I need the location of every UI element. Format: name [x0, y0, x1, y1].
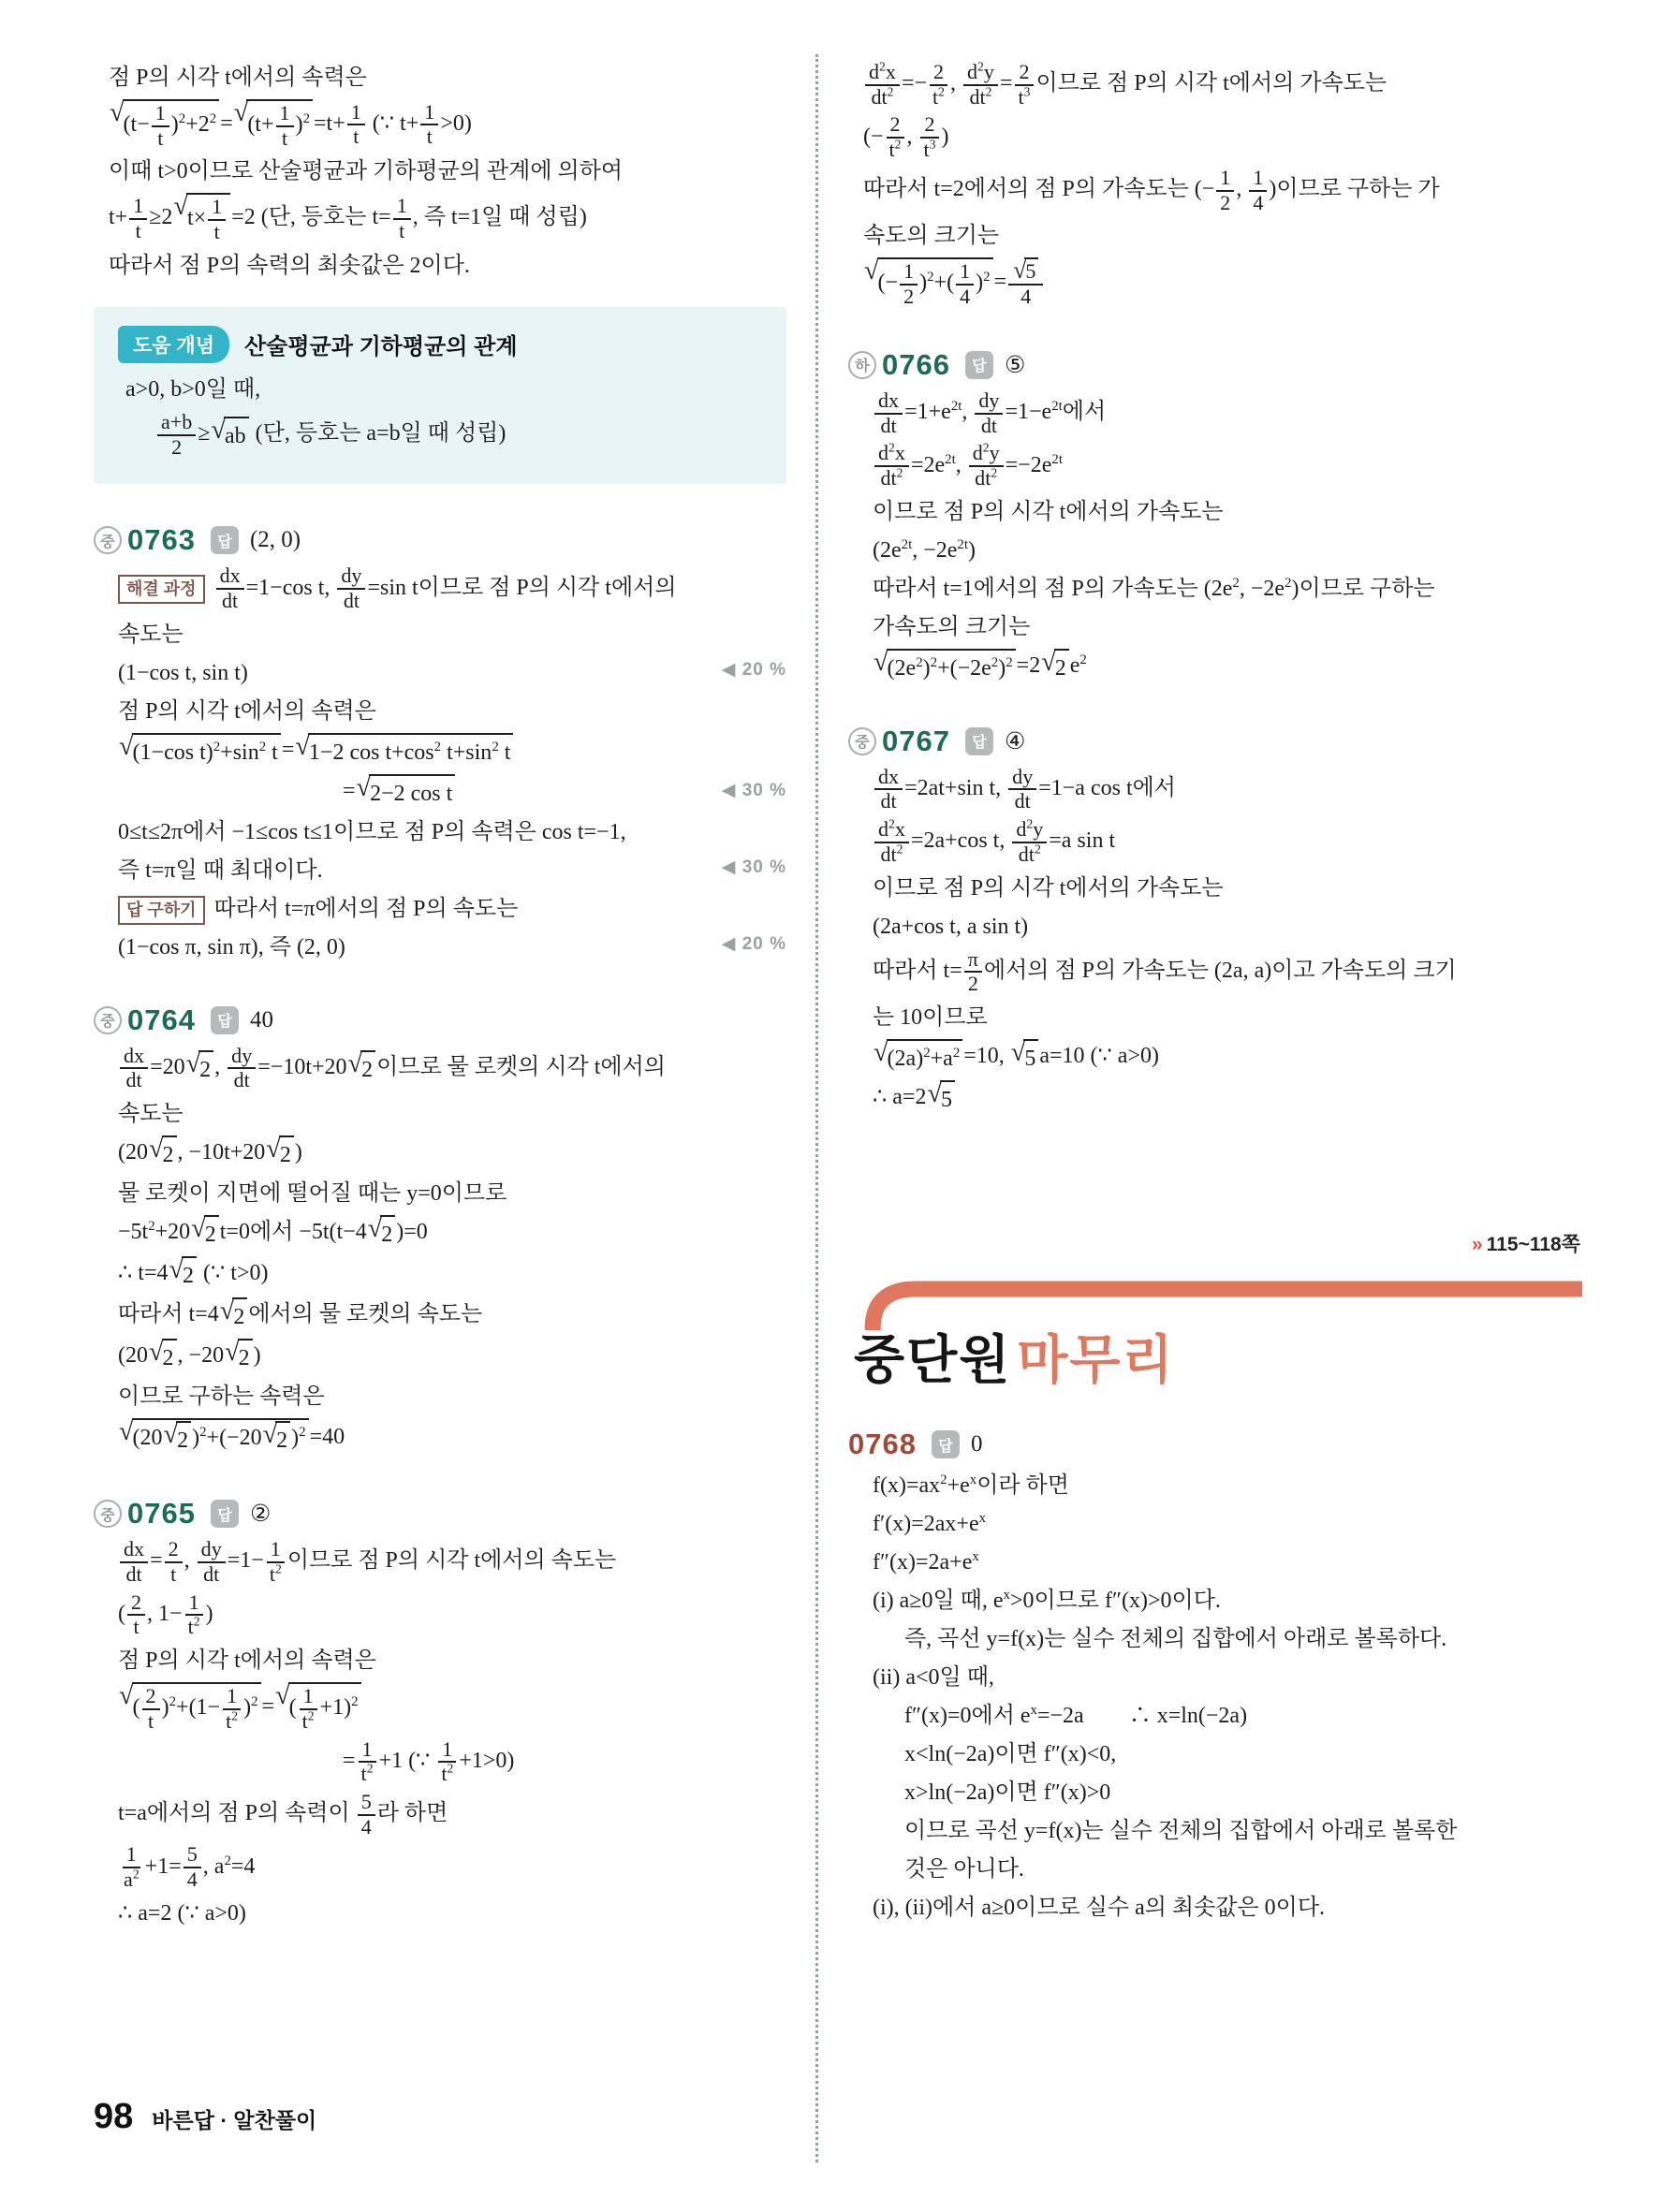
math-text: 따라서 t=1에서의 점 P의 가속도는 ($2e^2$, $-2e^2$)이므로 구하는	[873, 575, 1435, 601]
solution-line	[118, 1791, 786, 1838]
solution-line	[118, 411, 762, 459]
solution-line	[118, 695, 786, 728]
math-text: $f(x)=ax^2+e^x$이라 하면	[873, 1472, 1069, 1499]
score-marker: ◀ 30 %	[721, 857, 786, 878]
problem-number: 0767	[882, 724, 950, 757]
math-text: 이므로 곡선 y=f(x)는 실수 전체의 집합에서 아래로 볼록한	[904, 1819, 1458, 1844]
answer-value: ⑤	[1004, 352, 1026, 378]
math-text: (20 √ 2 , −10t+20 √ 2 )	[118, 1140, 302, 1165]
math-text: 이므로 점 P의 시각 t에서의 가속도는	[873, 875, 1224, 901]
math-text: (ii) a<0일 때,	[873, 1665, 994, 1691]
problem-0766	[848, 348, 1582, 685]
math-text: 따라서 t=2에서의 점 P의 가속도는 (− $\frac{1}{2}$ , $\frac{1}{4}$ )이므로 구하는 가	[863, 165, 1440, 214]
math-text: 것은 아니다.	[904, 1857, 1024, 1882]
math-text: $\frac{dx}{dt}$ =1−cos t, $\frac{dy}{dt}$ =sin t이므로 점 P의 시각 t에서의	[214, 576, 677, 600]
math-text: f″(x)=0에서 $e^x=-2a$ ∴ x=ln(−2a)	[904, 1703, 1248, 1729]
problem-0765	[94, 1497, 786, 1930]
math-text: 점 P의 시각 t에서의 속력은	[109, 66, 367, 90]
concept-box-header	[118, 326, 762, 363]
math-text: (− $\frac{2}{t^2}$ , $\frac{2}{t^3}$ )	[863, 112, 949, 162]
math-text: = √ 2−2 cos t	[343, 779, 456, 803]
math-text: √ $(2a)^2+a^2$ =10, √ 5 a=10 (∵ a>0)	[873, 1044, 1159, 1068]
math-text: √ $(2e^2)^2+(-2e^2)^2$ =2 √ 2 $e^2$	[873, 653, 1087, 678]
solution-line	[118, 1135, 786, 1172]
page-reference-text: 115~118쪽	[1486, 1234, 1580, 1256]
math-text: 따라서 t=4 √ 2 에서의 물 로켓의 속도는	[118, 1302, 482, 1326]
solution-line	[109, 249, 786, 283]
problem-header	[848, 1428, 1582, 1461]
math-text: (i) a≥0일 때, $e^x>0$이므로 f″(x)>0이다.	[873, 1588, 1221, 1614]
problem-header	[848, 348, 1582, 382]
solution-line	[873, 1001, 1582, 1034]
solution-line	[118, 1843, 786, 1891]
math-text: ∴ a=2 √ 5	[873, 1085, 956, 1109]
math-text: (1−cos t, sin t)	[118, 660, 248, 685]
math-text: 이므로 점 P의 시각 t에서의 가속도는	[873, 499, 1224, 524]
math-text: 속도는	[118, 1102, 184, 1127]
math-text: $\frac{d^2x}{dt^2}$ =− $\frac{2}{t^2}$ , $\frac{d^2y}{dt^2}$ = $\frac{2}{t^3}$ 이므로 점 P의 시각 t에서의 가속도는	[863, 71, 1387, 95]
solution-line	[118, 618, 786, 652]
math-text: 이때 t>0이므로 산술평균과 기하평균의 관계에 의하여	[109, 159, 624, 184]
math-text: ∴ a=2 (∵ a>0)	[118, 1900, 246, 1926]
answer-value: 40	[249, 1006, 273, 1033]
solution-line	[873, 1776, 1582, 1809]
solution-line	[118, 1644, 786, 1677]
problem-number: 0764	[127, 1003, 196, 1036]
problem-number: 0768	[848, 1428, 917, 1461]
column-divider	[815, 54, 818, 2162]
math-text: √ (1−cos $t)^2+\sin^2$ t = √ 1−2 $\cos t+\cos^2$ $t+\sin^2$ t	[118, 738, 514, 762]
math-text: (1−cos π, sin π), 즉 (2, 0)	[118, 934, 345, 960]
solution-line	[863, 113, 1582, 161]
math-text: ($2e^{2t}$, $-2e^{2t}$)	[873, 536, 976, 563]
answer-badge: 답	[965, 727, 993, 755]
score-marker: ◀ 20 %	[721, 660, 786, 681]
solution-lines	[848, 766, 1582, 1117]
solution-line	[863, 167, 1582, 214]
left-column	[94, 0, 786, 1935]
difficulty-badge: 중	[94, 526, 122, 554]
math-text: t+ $\frac{1}{t}$ ≥2 √ t× $\frac{1}{t}$ =2 (단, 등호는 t= $\frac{1}{t}$ , 즉 t=1일 때 성립)	[109, 192, 587, 244]
solution-line	[873, 1584, 1582, 1618]
math-text: (2a+cos t, a sin t)	[873, 914, 1029, 939]
problem-0768	[848, 1428, 1582, 1925]
solution-line	[863, 61, 1582, 109]
solution-line	[873, 389, 1582, 437]
page-footer	[94, 2097, 316, 2137]
answer-value: ②	[249, 1502, 272, 1528]
math-text: √ ( $\frac{2}{t}$ )$^2$+(1− $\frac{1}{t^2}$ )$^2$ = √ ( $\frac{1}{t^2}$ +1)$^2$	[118, 1694, 362, 1719]
section-title-black: 중단원	[854, 1330, 1012, 1390]
problem-0767	[848, 725, 1582, 1117]
solution-line	[118, 564, 786, 612]
solution-line	[873, 1699, 1582, 1733]
solution-line	[118, 1256, 786, 1293]
math-text: 따라서 t=π에서의 점 P의 속도는	[213, 896, 519, 921]
solution-line	[873, 766, 1582, 813]
math-text: 0≤t≤2π에서 −1≤cos t≤1이므로 점 P의 속력은 cos t=−1,	[118, 819, 626, 844]
answer-value: 0	[970, 1431, 983, 1458]
solution-line	[873, 1853, 1582, 1886]
math-text: $\frac{1}{a^2}$ +1= $\frac{5}{4}$ , $a^2=4$	[124, 1842, 256, 1892]
problem-0764	[94, 1003, 786, 1458]
math-text: = $\frac{1}{t^2}$ +1 (∵ $\frac{1}{t^2}$ +1>0)	[343, 1736, 515, 1786]
problem-header	[848, 725, 1582, 758]
solution-line	[873, 1891, 1582, 1925]
math-text: 속도의 크기는	[863, 224, 1000, 249]
solution-line	[118, 854, 786, 887]
math-text: a>0, b>0일 때,	[125, 376, 261, 402]
math-text: $\frac{dx}{dt}$ $=1+e^{2t}$, $\frac{dy}{dt}$ $=1-e^{2t}$에서	[873, 400, 1106, 424]
solution-line	[873, 1469, 1582, 1502]
solution-line	[873, 495, 1582, 529]
math-text: (i), (ii)에서 a≥0이므로 실수 a의 최솟값은 0이다.	[873, 1896, 1326, 1921]
math-text: $\frac{d^2x}{dt^2}$ =2a+cos t, $\frac{d^2y}{dt^2}$ =a sin t	[873, 828, 1115, 853]
concept-badge: 도움 개념	[118, 326, 229, 363]
concept-title: 산술평균과 기하평균의 관계	[243, 334, 518, 360]
solution-line	[118, 1045, 786, 1092]
solution-line	[873, 948, 1582, 996]
solution-line	[873, 1039, 1582, 1076]
math-text: $\frac{dx}{dt}$ =20 √ 2 , $\frac{dy}{dt}$ =−10t+20 √ 2 이므로 물 로켓의 시각 t에서의	[118, 1055, 666, 1079]
solution-line	[118, 1097, 786, 1131]
section-title	[854, 1319, 1582, 1394]
solution-line	[873, 1080, 1582, 1117]
solution-line	[118, 1591, 786, 1639]
solution-line	[873, 649, 1582, 685]
math-text: 따라서 t= $\frac{\pi}{2}$ 에서의 점 P의 가속도는 (2a, a)이고 가속도의 크기	[873, 946, 1457, 996]
solution-line	[863, 219, 1582, 253]
concept-box	[94, 307, 786, 484]
solution-lines	[848, 1469, 1582, 1925]
score-marker: ◀ 20 %	[721, 934, 786, 955]
math-text: x<ln(−2a)이면 f″(x)<0,	[904, 1742, 1117, 1767]
solution-line	[873, 910, 1582, 944]
difficulty-badge: 중	[94, 1500, 122, 1528]
chevrons-icon: »	[1472, 1234, 1483, 1256]
math-text: √ (− $\frac{1}{2}$ )$^2$+( $\frac{1}{4}$ )$^2$ = √ 5 4	[863, 270, 1045, 294]
answer-badge: 답	[211, 526, 239, 554]
solution-line	[873, 1737, 1582, 1771]
solution-lines	[848, 389, 1582, 685]
math-text: ( $\frac{2}{t}$ , 1− $\frac{1}{t^2}$ )	[118, 1589, 213, 1639]
solution-line	[109, 193, 786, 243]
right-column	[848, 0, 1582, 1929]
math-text: 점 P의 시각 t에서의 속력은	[118, 698, 376, 724]
math-text: 물 로켓이 지면에 떨어질 때는 y=0이므로	[118, 1181, 507, 1207]
problem-number: 0766	[882, 347, 950, 381]
math-text: t=a에서의 점 P의 속력이 $\frac{5}{4}$ 라 하면	[118, 1789, 448, 1838]
math-text: $-5t^2+20$ √ 2 t=0에서 −5t(t−4 √ 2 )=0	[118, 1220, 428, 1244]
math-text: 즉, 곡선 y=f(x)는 실수 전체의 집합에서 아래로 볼록하다.	[904, 1627, 1447, 1652]
solution-line	[118, 373, 762, 406]
answer-badge: 답	[965, 351, 993, 379]
process-badge: 해결 과정	[118, 575, 205, 604]
solution-line	[118, 1297, 786, 1334]
math-text: 이므로 구하는 속력은	[118, 1384, 325, 1410]
math-text: $f''(x)=2a+e^x$	[873, 1549, 979, 1575]
math-text: (20 √ 2 , −20 √ 2 )	[118, 1343, 261, 1368]
solution-line	[873, 442, 1582, 490]
math-text: 점 P의 시각 t에서의 속력은	[118, 1648, 376, 1674]
solution-line	[118, 815, 786, 849]
solution-line	[118, 774, 786, 811]
math-text: $\frac{dx}{dt}$ =2at+sin t, $\frac{dy}{dt}$ =1−a cos t에서	[873, 776, 1176, 800]
section-title-accent: 마무리	[1017, 1330, 1175, 1390]
math-text: $\frac{dx}{dt}$ = $\frac{2}{t}$ , $\frac{dy}{dt}$ =1− $\frac{1}{t^2}$ 이므로 점 P의 시각 t에서의 속도는	[118, 1548, 616, 1573]
math-text: 속도는	[118, 622, 184, 647]
math-text: x>ln(−2a)이면 f″(x)>0	[904, 1780, 1111, 1806]
solution-line	[109, 99, 786, 150]
solution-line	[873, 1622, 1582, 1656]
solution-line	[118, 1738, 786, 1786]
difficulty-badge: 하	[848, 351, 876, 379]
solution-line	[873, 1814, 1582, 1848]
solution-lines	[94, 1045, 786, 1458]
page-reference	[848, 1229, 1582, 1257]
math-text: 따라서 점 P의 속력의 최솟값은 2이다.	[109, 253, 470, 278]
problem-header	[94, 1497, 786, 1531]
solution-line	[118, 1215, 786, 1252]
solution-line	[873, 1545, 1582, 1579]
difficulty-badge: 중	[848, 727, 876, 755]
problem-header	[94, 523, 786, 557]
math-text: $\frac{d^2x}{dt^2}$ $=2e^{2t}$, $\frac{d^2y}{dt^2}$ $=-2e^{2t}$	[873, 453, 1063, 477]
math-text: 는 10이므로	[873, 1005, 988, 1031]
answer-badge: 답	[932, 1430, 960, 1458]
solution-line	[873, 572, 1582, 606]
solution-line	[118, 1418, 786, 1458]
solution-line	[118, 1897, 786, 1930]
answer-badge: 답	[211, 1500, 239, 1528]
math-text: √ (20 √ 2 )$^2$+(−20 √ 2 )$^2$ =40	[118, 1425, 345, 1449]
solution-line	[118, 656, 786, 690]
solution-lines	[94, 1538, 786, 1930]
solution-line	[863, 257, 1582, 309]
math-text: $\frac{a+b}{2}$ ≥ √ ab (단, 등호는 a=b일 때 성립)	[155, 421, 506, 446]
math-text: ∴ t=4 √ 2 (∵ t>0)	[118, 1261, 269, 1285]
footer-label: 바른답 · 알찬풀이	[152, 2108, 317, 2132]
solution-line	[118, 1682, 786, 1733]
intro-solution-continued	[848, 61, 1582, 309]
section-header	[848, 1229, 1582, 1394]
solution-line	[873, 872, 1582, 905]
page-number: 98	[94, 2097, 134, 2136]
solution-line	[873, 610, 1582, 644]
answer-value: (2, 0)	[249, 527, 301, 553]
solution-line	[873, 818, 1582, 866]
problem-number: 0765	[127, 1497, 196, 1531]
solution-line	[118, 930, 786, 964]
problem-0763	[94, 523, 786, 963]
answer-badge: 답	[211, 1006, 239, 1034]
math-text: 가속도의 크기는	[873, 614, 1031, 639]
math-text: $f'(x)=2ax+e^x$	[873, 1511, 987, 1537]
math-text: 즉 t=π일 때 최대이다.	[118, 857, 323, 883]
concept-lines	[118, 373, 762, 459]
solution-line	[118, 1339, 786, 1375]
solution-line	[118, 1380, 786, 1414]
solution-line	[873, 1661, 1582, 1694]
math-text: √ (t− $\frac{1}{t}$ )$^2+2^2$ = √ (t+ $\frac{1}{t}$ )$^2$ =t+ $\frac{1}{t}$ (∵ t+ $\frac{1}{t}$ >0)	[110, 98, 472, 150]
solution-line	[118, 1177, 786, 1210]
difficulty-badge: 중	[94, 1006, 122, 1034]
solution-line	[118, 1538, 786, 1586]
solution-lines	[94, 564, 786, 963]
solution-line	[118, 733, 786, 769]
score-marker: ◀ 30 %	[721, 781, 786, 801]
problem-number: 0763	[127, 523, 196, 557]
process-badge: 답 구하기	[118, 896, 205, 925]
solution-line	[109, 154, 786, 188]
solution-line	[873, 534, 1582, 567]
problem-header	[94, 1003, 786, 1037]
solution-line	[118, 892, 786, 926]
answer-value: ④	[1004, 728, 1026, 754]
solution-line	[873, 1507, 1582, 1541]
intro-solution	[94, 61, 786, 283]
solution-line	[109, 61, 786, 95]
